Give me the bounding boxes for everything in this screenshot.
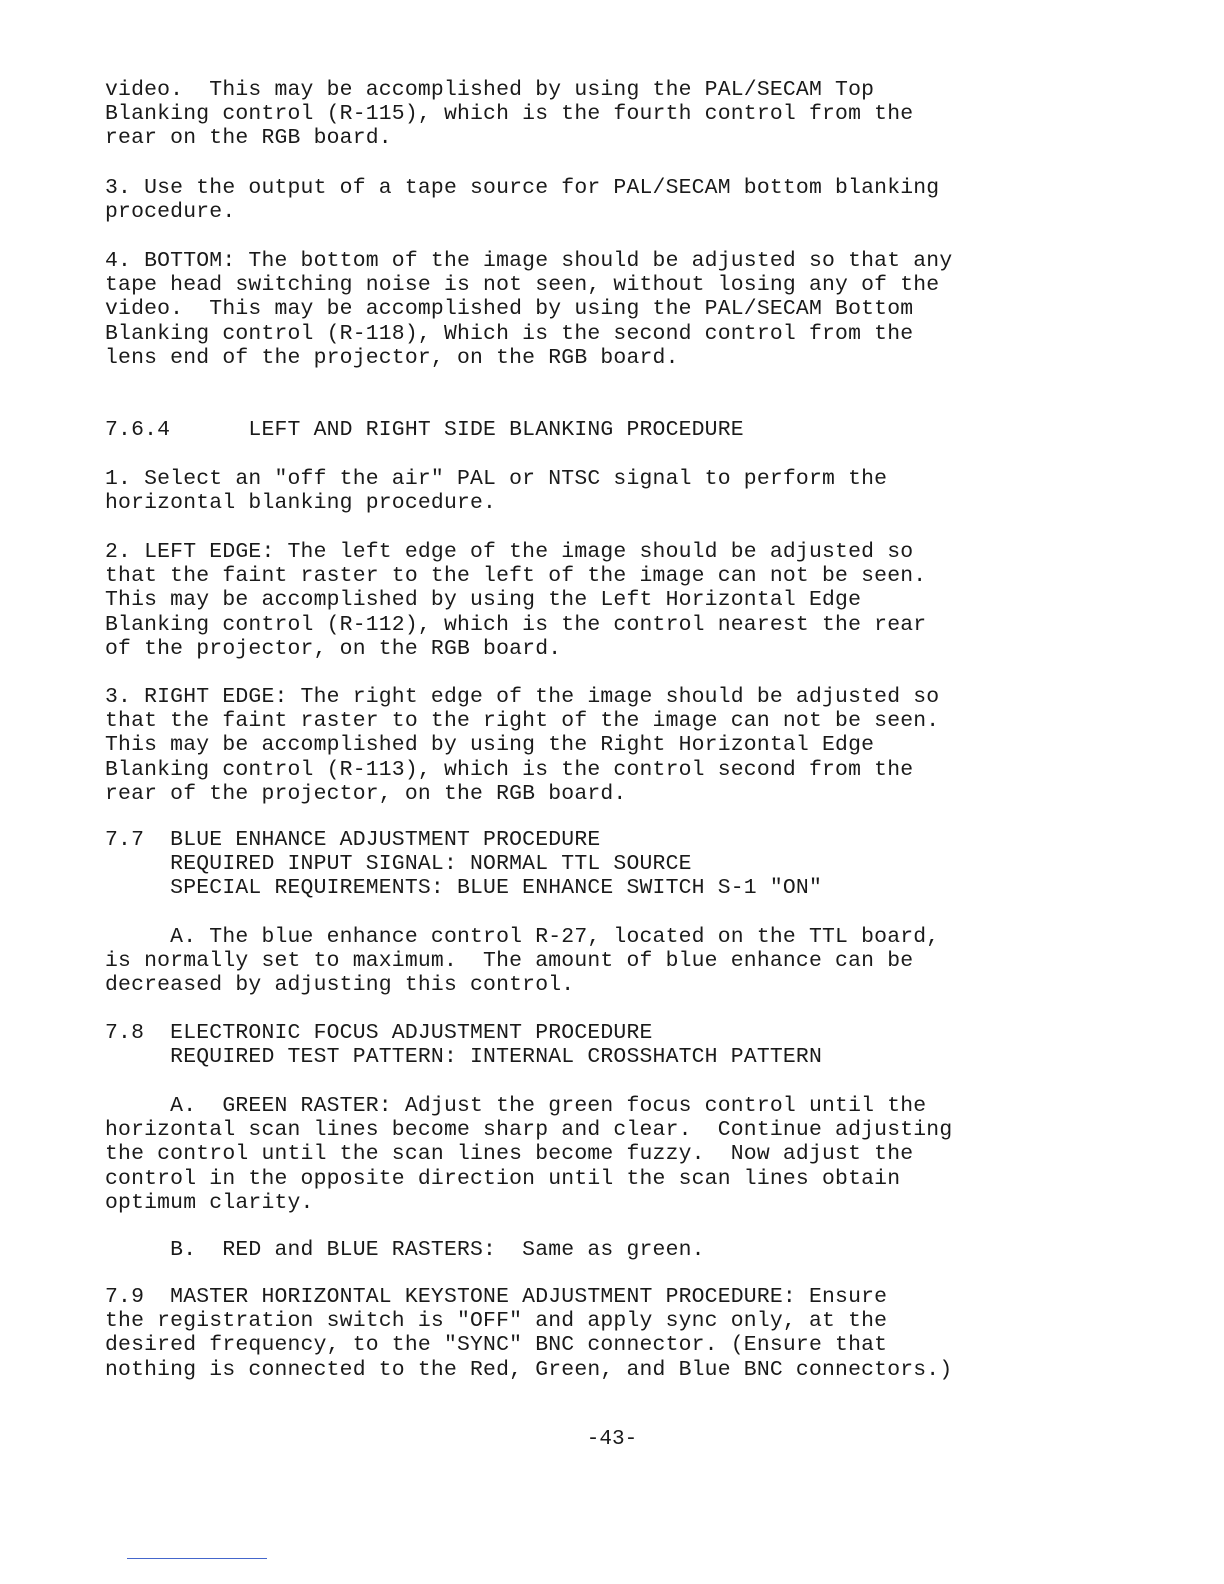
paragraph-step-4-bottom: 4. BOTTOM: The bottom of the image should be adjusted so that any tape head switching noise is not seen, without losing any of the video. This may be accomplished by using the PAL/SECAM Bottom Blanking control (R-118), Which is the second control from the lens end of the projector, on the RGB board. [105,249,953,370]
paragraph-lr-step-1: 1. Select an "off the air" PAL or NTSC signal to perform the horizontal blanking procedure. [105,467,888,516]
section-heading-7-8: 7.8 ELECTRONIC FOCUS ADJUSTMENT PROCEDURE REQUIRED TEST PATTERN: INTERNAL CROSSHATCH PATTERN [105,1021,823,1070]
section-heading-7-7: 7.7 BLUE ENHANCE ADJUSTMENT PROCEDURE REQUIRED INPUT SIGNAL: NORMAL TTL SOURCE SPECIAL REQUIREMENTS: BLUE ENHANCE SWITCH S-1 "ON" [105,828,823,901]
paragraph-lr-step-2-left-edge: 2. LEFT EDGE: The left edge of the image should be adjusted so that the faint raster to the left of the image can not be seen. This may be accomplished by using the Left Horizontal Edge Blanking control (R-112), which is the control nearest the rear of the projector, on the RGB board. [105,540,927,661]
paragraph-lr-step-3-right-edge: 3. RIGHT EDGE: The right edge of the image should be adjusted so that the faint raster to the right of the image can not be seen. This may be accomplished by using the Right Horizontal Edge Blanking control (R-113), which is the control second from the rear of the projector, on the RGB board. [105,685,940,806]
paragraph-7-8-b: B. RED and BLUE RASTERS: Same as green. [105,1238,705,1262]
paragraph-7-7-a: A. The blue enhance control R-27, located on the TTL board, is normally set to maximum. The amount of blue enhance can be decreased by adjusting this control. [105,925,940,998]
paragraph-step-3: 3. Use the output of a tape source for PAL/SECAM bottom blanking procedure. [105,176,940,225]
paragraph-7-8-a: A. GREEN RASTER: Adjust the green focus control until the horizontal scan lines become sharp and clear. Continue adjusting the control until the scan lines become fuzzy. Now adjust the control in the opposite direction until the scan lines obtain optimum clarity. [105,1094,953,1215]
section-heading-7-9: 7.9 MASTER HORIZONTAL KEYSTONE ADJUSTMENT PROCEDURE: Ensure the registration switch is "OFF" and apply sync only, at the desired frequency, to the "SYNC" BNC connector. (Ensure that nothing is connected to the Red, Green, and Blue BNC connectors.) [105,1285,953,1382]
paragraph-top-blanking-continuation: video. This may be accomplished by using the PAL/SECAM Top Blanking control (R-115), which is the fourth control from the rear on the RGB board. [105,78,914,151]
page-number: -43- [586,1428,638,1451]
footer-rule [127,1558,267,1559]
section-heading-7-6-4: 7.6.4 LEFT AND RIGHT SIDE BLANKING PROCEDURE [105,418,744,442]
